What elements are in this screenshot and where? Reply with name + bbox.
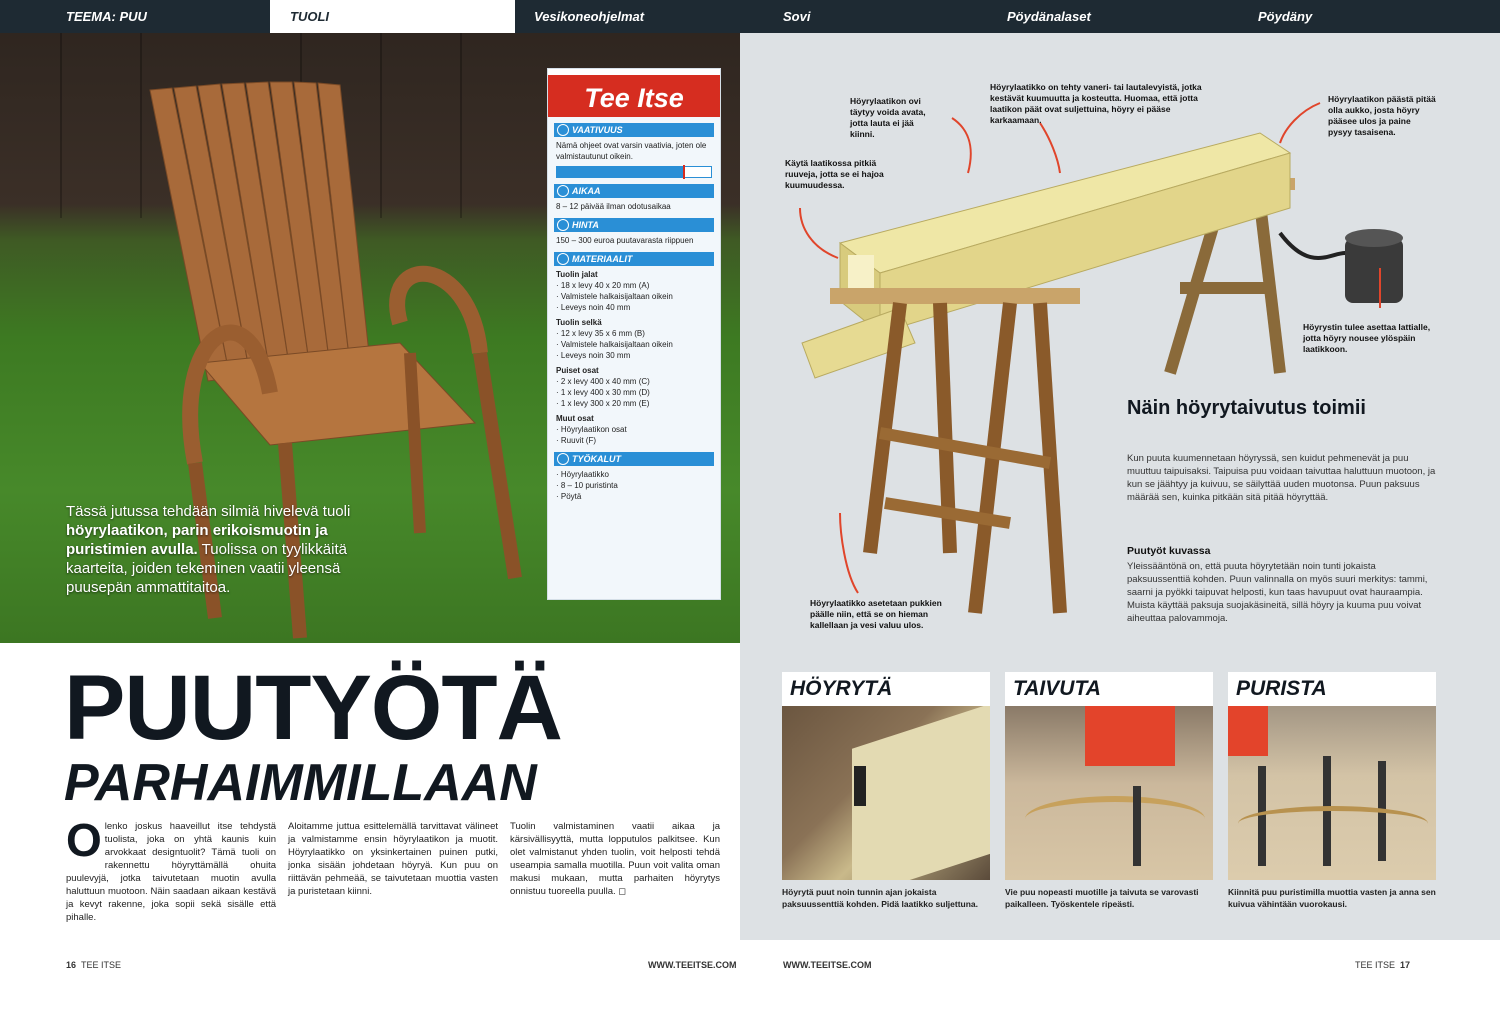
materials-line: Tuolin selkä bbox=[556, 318, 602, 327]
materials-line: · Valmistele halkaisijaltaan oikein bbox=[556, 292, 673, 301]
materials-line: · Leveys noin 30 mm bbox=[556, 351, 631, 360]
materials-line: · Höyrylaatikon osat bbox=[556, 425, 627, 434]
steam-photo bbox=[782, 706, 990, 880]
materials-line: · 1 x levy 300 x 20 mm (E) bbox=[556, 399, 650, 408]
step-title: TAIVUTA bbox=[1005, 672, 1213, 706]
folio-right: TEE ITSE 17 bbox=[1355, 960, 1411, 970]
step-bend bbox=[1005, 672, 1213, 910]
steambending-body: Kun puuta kuumennetaan höyryssä, sen kuidut pehmenevät ja puu muuttuu taipuisaksi. Taipuisa puu voidaan taivuttaa haluttuun muotoon, ja kun se jäähtyy ja kuivuu, se säilyttää uuden muotonsa. Puun paksuus määrää sen, kuinka pitkään sitä pitää höyryttää. bbox=[1127, 453, 1436, 503]
nav-tab-tuoli[interactable]: TUOLI bbox=[270, 0, 515, 33]
materials-line: · Valmistele halkaisijaltaan oikein bbox=[556, 340, 673, 349]
steambending-heading: Näin höyrytaivutus toimii bbox=[1127, 397, 1366, 419]
section-materials: MATERIAALIT bbox=[554, 252, 714, 266]
materials-list bbox=[556, 269, 712, 446]
materials-line: · 1 x levy 400 x 30 mm (D) bbox=[556, 388, 650, 397]
folio-left-url: WWW.TEEITSE.COM bbox=[648, 960, 737, 970]
section-price: HINTA bbox=[554, 218, 714, 232]
step-caption: Höyrytä puut noin tunnin ajan jokaista paksuussenttiä kohden. Pidä laatikko suljettuna. bbox=[782, 887, 979, 909]
materials-line: · Leveys noin 40 mm bbox=[556, 303, 631, 312]
wrench-icon bbox=[557, 453, 569, 465]
callout-vent: Höyrylaatikon päästä pitää olla aukko, josta höyry pääsee ulos ja paine pysyy tasaisena. bbox=[1328, 94, 1436, 137]
body-column-1: Olenko joskus haaveillut itse tehdystä tuolista, joka on yhtä kaunis kuin arvokkaat designtuolit? Tämä tuoli on rakennettu höyryttämällä ohuita puulevyjä, jotka taivutetaan muotin avulla haluttuun muotoon. Näin saadaan aikaan kestävä ja kevyt rakenne, joka sopii sekä sisälle että pihalle. bbox=[66, 814, 276, 923]
steambending-body-2: Yleissääntönä on, että puuta höyrytetään noin tunti jokaista paksuussenttiä kohden. Puun valinnalla on myös suuri merkitys: tammi, saarni ja pyökki taipuvat helposti, kun taas havupuut ovat hauraampia. Muista käyttää paksuja suojakäsineitä, sillä höyry ja kuuma puu voivat aiheuttaa palovammoja. bbox=[1127, 561, 1428, 624]
body-column-2: Aloitamme juttua esittelemällä tarvittavat välineet ja valmistamme ensin höyrylaatikon ja muotit. Höyrylaatikko on yksinkertainen puinen putki, jonka sisään johdetaan höyryä. Kun puu on riittävän pehmeää, se taivutetaan muottia vasten ja puristetaan kiinni. bbox=[288, 821, 498, 897]
step-clamp bbox=[1228, 672, 1436, 910]
article-subtitle: PARHAIMMILLAAN bbox=[64, 754, 537, 812]
drop-cap: O bbox=[66, 814, 102, 866]
materials-line: · 12 x levy 35 x 6 mm (B) bbox=[556, 329, 645, 338]
callout-screws: Käytä laatikossa pitkiä ruuveja, jotta se ei hajoa kuumuudessa. bbox=[785, 158, 884, 190]
materials-line: Muut osat bbox=[556, 414, 594, 423]
clamp-photo bbox=[1228, 706, 1436, 880]
materials-line: Tuolin jalat bbox=[556, 270, 598, 279]
tools-line: · Höyrylaatikko bbox=[556, 470, 609, 479]
materials-line: · Ruuvit (F) bbox=[556, 436, 596, 445]
tools-list bbox=[556, 469, 712, 502]
info-box-title: Tee Itse bbox=[548, 69, 720, 117]
folio-left: 16 TEE ITSE bbox=[66, 960, 122, 970]
difficulty-text: Nämä ohjeet ovat varsin vaativia, joten ole valmistautunut oikein. bbox=[556, 141, 707, 161]
gauge-icon bbox=[557, 124, 569, 136]
callout-sawhorses: Höyrylaatikko asetetaan pukkien päälle niin, että se on hieman kallellaan ja vesi valuu ulos. bbox=[810, 598, 942, 630]
step-steam bbox=[782, 672, 990, 910]
difficulty-bar bbox=[556, 166, 712, 178]
nav-tab-vesikoneohjelmat[interactable]: Vesikoneohjelmat bbox=[534, 9, 645, 24]
top-navigation-bar bbox=[0, 0, 1500, 33]
time-text: 8 – 12 päivää ilman odotusaikaa bbox=[556, 202, 671, 211]
wood-plank-icon bbox=[557, 253, 569, 265]
nav-tab-poydanalaset[interactable]: Pöydänalaset bbox=[1007, 9, 1091, 24]
body-column-3: Tuolin valmistaminen vaatii aikaa ja kärsivällisyyttä, mutta lopputulos palkitsee. Kun olet valmistanut yhden tuolin, voit helposti tehdä useampia samalla muotilla. Puun voit valita oman makusi mukaan, mutta parhaiten höyrytys onnistuu tuoreella puulla. ◻ bbox=[510, 821, 720, 897]
steambending-subheading: Puutyöt kuvassa bbox=[1127, 545, 1211, 557]
nav-tab-sovi[interactable]: Sovi bbox=[783, 9, 811, 24]
step-title: HÖYRYTÄ bbox=[782, 672, 990, 706]
folio-right-url: WWW.TEEITSE.COM bbox=[783, 960, 872, 970]
section-time: AIKAA bbox=[554, 184, 714, 198]
step-title: PURISTA bbox=[1228, 672, 1436, 706]
tools-line: · 8 – 10 puristinta bbox=[556, 481, 618, 490]
section-tools: TYÖKALUT bbox=[554, 452, 714, 466]
tools-line: · Pöytä bbox=[556, 492, 582, 501]
bend-photo bbox=[1005, 706, 1213, 880]
callout-steamer: Höyrystin tulee asettaa lattialle, jotta höyry nousee ylöspäin laatikkoon. bbox=[1303, 322, 1431, 354]
tee-itse-info-box bbox=[547, 68, 721, 600]
materials-line: · 18 x levy 40 x 20 mm (A) bbox=[556, 281, 650, 290]
article-title: PUUTYÖTÄ bbox=[64, 657, 562, 759]
materials-line: · 2 x levy 400 x 40 mm (C) bbox=[556, 377, 650, 386]
step-caption: Kiinnitä puu puristimilla muottia vasten ja anna sen kuivua vähintään vuorokausi. bbox=[1228, 887, 1436, 909]
nav-tab-poydany[interactable]: Pöydäny bbox=[1258, 9, 1313, 24]
callout-door: Höyrylaatikon ovi täytyy voida avata, jotta lauta ei jää kiinni. bbox=[850, 96, 926, 139]
step-caption: Vie puu nopeasti muotille ja taivuta se varovasti paikalleen. Työskentele ripeästi. bbox=[1005, 887, 1199, 909]
callout-box-material: Höyrylaatikko on tehty vaneri- tai lautalevyistä, jotka kestävät kuumuutta ja kosteutta. Huomaa, että jotta laatikon päät ovat suljettuina, höyry ei pääse karkaamaan. bbox=[990, 82, 1202, 125]
clock-icon bbox=[557, 185, 569, 197]
section-difficulty: VAATIVUUS bbox=[554, 123, 714, 137]
section-label: TEEMA: PUU bbox=[66, 9, 147, 24]
coin-icon bbox=[557, 219, 569, 231]
materials-line: Puiset osat bbox=[556, 366, 599, 375]
feature-caption: Tässä jutussa tehdään silmiä hivelevä tuoli höyrylaatikon, parin erikoismuotin ja puristimien avulla. Tuolissa on tyylikkäitä kaarteita, joiden tekeminen vaatii yleensä puusepän ammattitaitoa. bbox=[66, 503, 351, 596]
price-text: 150 – 300 euroa puutavarasta riippuen bbox=[556, 236, 694, 245]
